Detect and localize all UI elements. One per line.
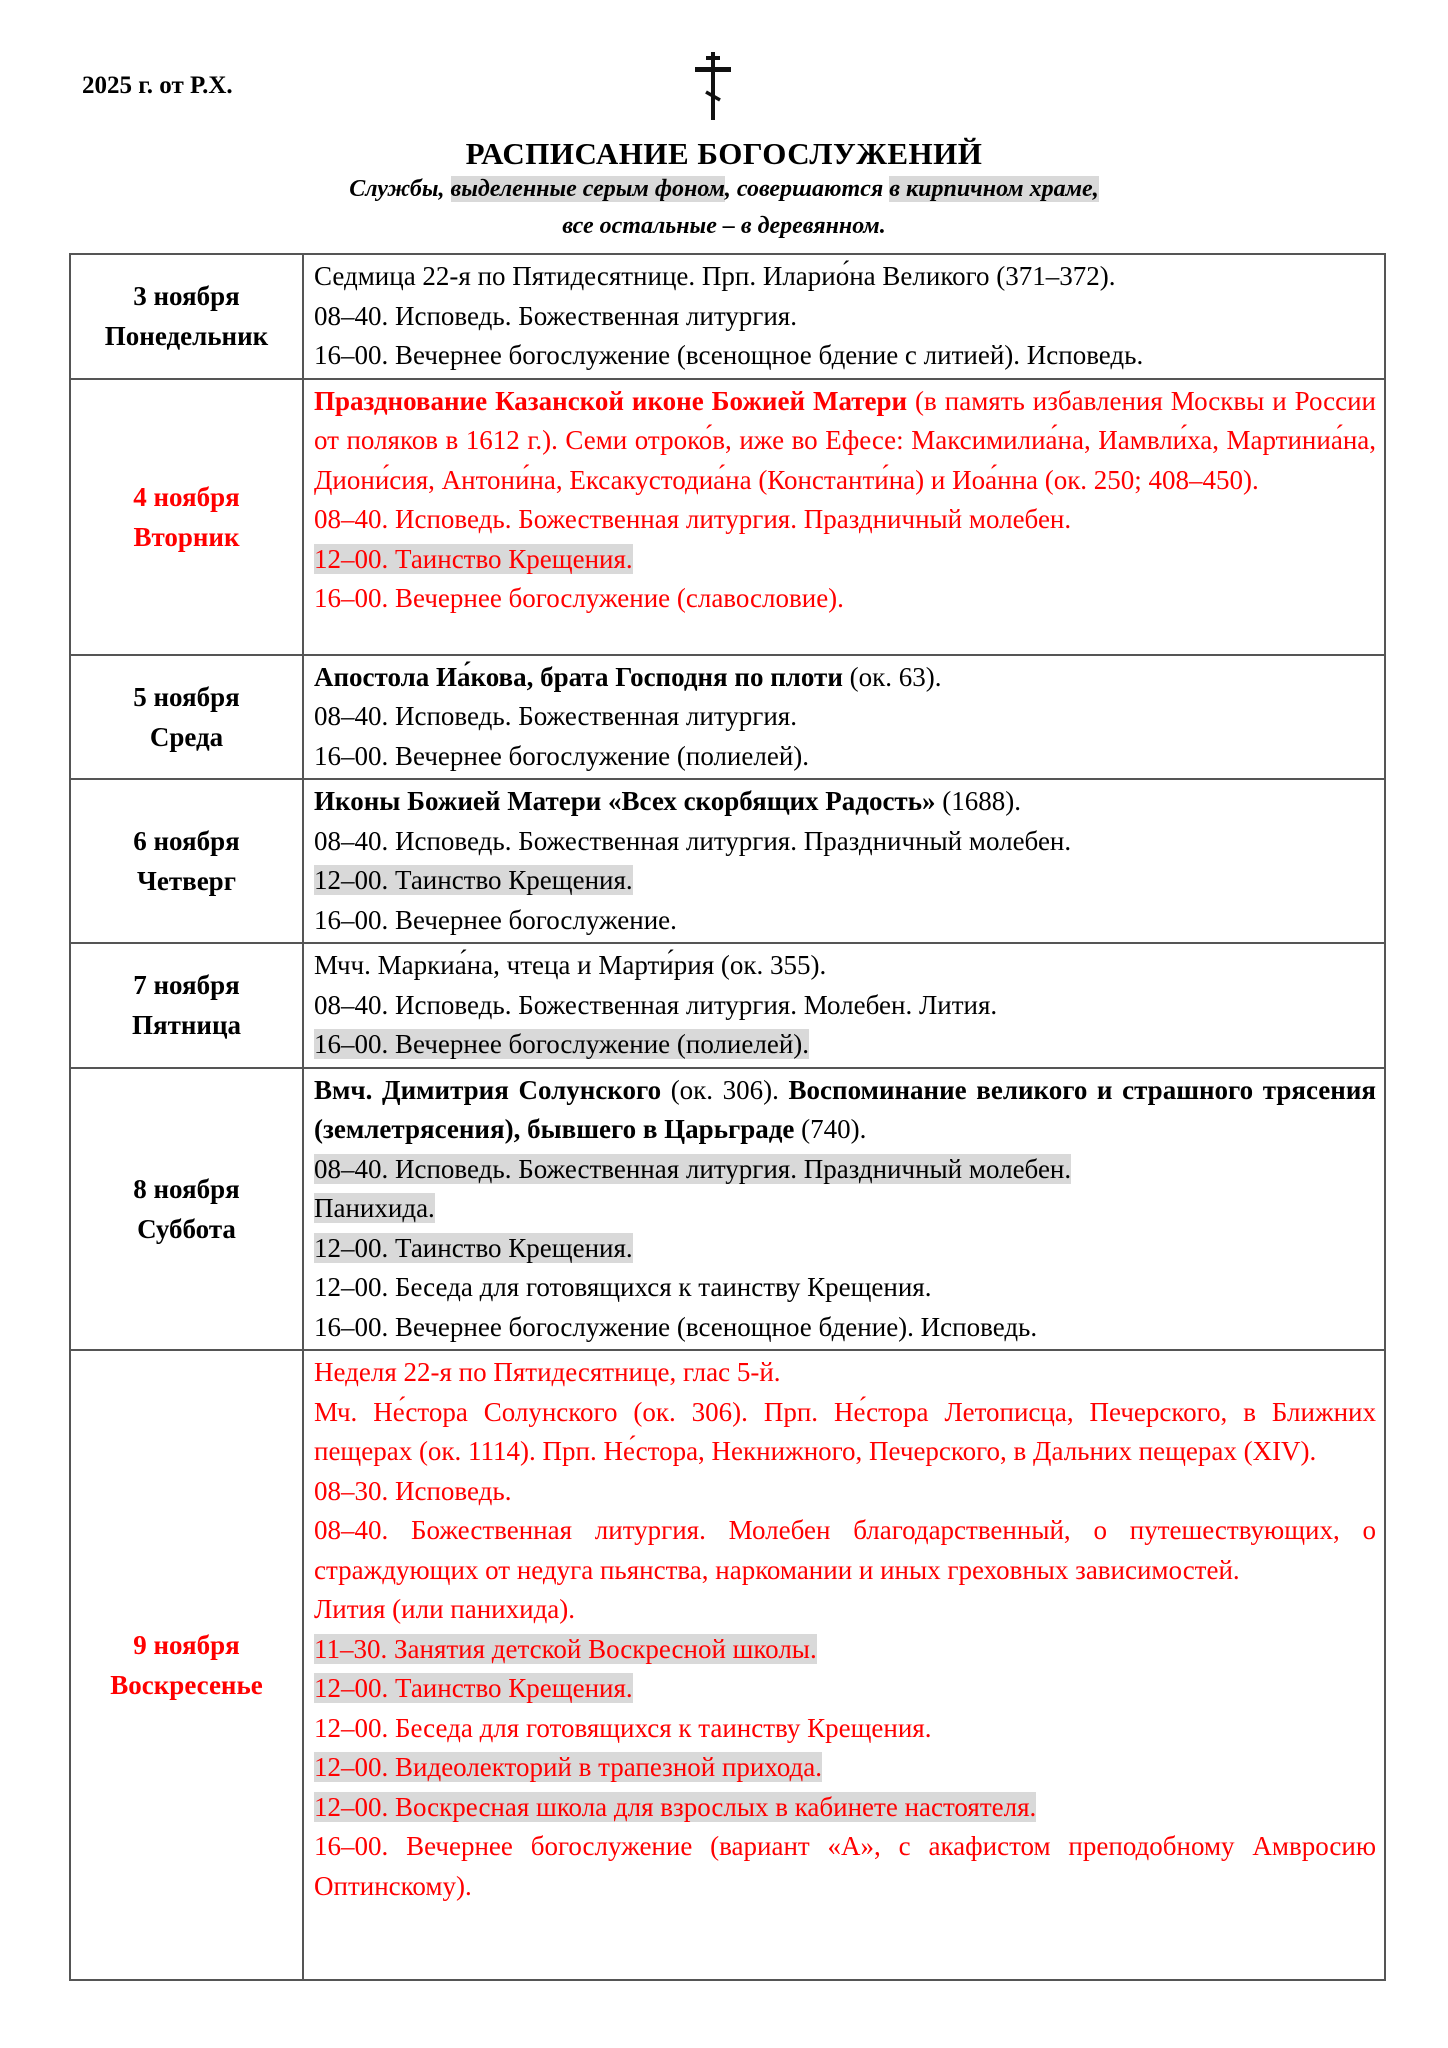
table-row: [70, 1350, 1385, 1980]
services-cell: [303, 1350, 1385, 1980]
service-text-highlighted: Панихида.: [314, 1193, 435, 1223]
service-text-highlighted: 11–30. Занятия детской Воскресной школы.: [314, 1633, 817, 1664]
table-row: [70, 655, 1385, 780]
feast-details: (1688).: [935, 786, 1021, 816]
day-cell: [70, 254, 303, 379]
day-cell: [70, 379, 303, 655]
year-label: 2025 г. от Р.Х.: [82, 72, 233, 99]
feast-title: Вмч. Димитрия Солунского: [314, 1074, 662, 1105]
services-cell: [303, 943, 1385, 1068]
table-row: [70, 1068, 1385, 1351]
services-cell: [303, 779, 1385, 943]
day-weekday: Понедельник: [104, 321, 269, 352]
day-weekday: Вторник: [133, 521, 240, 552]
schedule-table: [69, 253, 1386, 1981]
service-line: 08–30. Исповедь.: [314, 1475, 512, 1506]
feast-line: [314, 658, 1376, 698]
feast-details: (740).: [794, 1114, 867, 1144]
service-text-highlighted: 12–00. Таинство Крещения.: [314, 1232, 633, 1263]
service-line: 16–00. Вечернее богослужение (славословие).: [314, 583, 844, 613]
day-weekday: Четверг: [137, 866, 236, 896]
feast-details: (ок. 63).: [842, 661, 942, 692]
services-cell: [303, 379, 1385, 655]
day-cell: [70, 779, 303, 943]
service-line: [314, 861, 1376, 901]
subtitle-line-1: [0, 176, 1448, 203]
day-date: 5 ноября: [133, 681, 240, 712]
table-row: [70, 779, 1385, 943]
service-line: [314, 540, 1376, 580]
service-text-highlighted: 12–00. Таинство Крещения.: [314, 865, 633, 895]
table-row: [70, 379, 1385, 655]
service-text-highlighted: 12–00. Таинство Крещения.: [314, 1673, 633, 1703]
feast-line: [314, 782, 1376, 822]
service-text-highlighted: 08–40. Исповедь. Божественная литургия. Праздничный молебен.: [314, 1153, 1072, 1184]
day-weekday: Среда: [149, 721, 224, 752]
day-date: 8 ноября: [133, 1173, 240, 1204]
day-cell: [70, 1068, 303, 1351]
service-line: [314, 1748, 1376, 1788]
day-cell: [70, 655, 303, 780]
feast-details: (ок. 306).: [661, 1074, 789, 1105]
service-text-highlighted: 16–00. Вечернее богослужение (полиелей).: [314, 1029, 810, 1059]
feast-title: Празднование Казанской иконе Божией Матери: [314, 385, 908, 416]
subtitle-highlight-brick: в кирпичном храме,: [889, 176, 1099, 202]
subtitle-highlight-gray: выделенные серым фоном: [450, 176, 725, 202]
service-line: 08–40. Исповедь. Божественная литургия. Праздничный молебен.: [314, 504, 1072, 534]
feast-line: Неделя 22-я по Пятидесятнице, глас 5-й.: [314, 1357, 781, 1387]
page-title: РАСПИСАНИЕ БОГОСЛУЖЕНИЙ: [465, 136, 983, 171]
feast-line: [314, 1071, 1376, 1150]
service-text-highlighted: 12–00. Видеолекторий в трапезной прихода.: [314, 1752, 823, 1782]
subtitle-line-2: все остальные – в деревянном.: [562, 213, 886, 239]
service-line: [314, 1630, 1376, 1670]
day-date: 4 ноября: [133, 481, 240, 512]
day-weekday: Пятница: [131, 1010, 242, 1041]
feast-line: Мч. Не́стора Солунского (ок. 306). Прп. Не́стора Летописца, Печерского, в Ближних пещерах (ок. 1114). Прп. Не́стора, Некнижного, Печерского, в Дальних пещерах (XIV).: [314, 1396, 1376, 1466]
service-line: [314, 1788, 1376, 1828]
day-date: 6 ноября: [133, 826, 240, 856]
service-text-highlighted: 12–00. Воскресная школа для взрослых в кабинете настоятеля.: [314, 1791, 1037, 1822]
service-line: Лития (или панихида).: [314, 1594, 576, 1624]
services-cell: [303, 655, 1385, 780]
service-line: [314, 1189, 1376, 1229]
feast-line: [314, 382, 1376, 501]
services-cell: [303, 1068, 1385, 1351]
subtitle-text: , совершаются: [724, 176, 890, 202]
service-line: [314, 1669, 1376, 1709]
service-line: 16–00. Вечернее богослужение (всенощное бдение с литией). Исповедь.: [314, 340, 1144, 370]
table-row: [70, 254, 1385, 379]
day-date: 9 ноября: [133, 1630, 240, 1660]
service-line: 12–00. Беседа для готовящихся к таинству Крещения.: [314, 1712, 932, 1743]
service-line: 08–40. Божественная литургия. Молебен благодарственный, о путешествующих, о страждующих от недуга пьянства, наркомании и иных греховных зависимостей.: [314, 1515, 1376, 1585]
service-line: [314, 1150, 1376, 1190]
services-cell: [303, 254, 1385, 379]
feast-line: Седмица 22-я по Пятидесятнице. Прп. Иларио́на Великого (371–372).: [314, 261, 1116, 291]
day-weekday: Воскресенье: [110, 1670, 263, 1700]
service-line: 08–40. Исповедь. Божественная литургия. Праздничный молебен.: [314, 825, 1072, 856]
feast-details: (в память избавления Москвы и России от поляков в 1612 г.). Семи отроко́в, иже во Ефесе: Максимилиа́на, Иамвли́ха, Мартиниа́на, Диони́сия, Антони́на, Ексакустодиа́на (Константи́на) и Иоа́нна (ок. 250; 408–450).: [314, 385, 1377, 495]
day-weekday: Суббота: [137, 1213, 236, 1244]
service-line: 16–00. Вечернее богослужение.: [314, 904, 677, 935]
feast-title: Воспоминание великого и страшного трясения (землетрясения), бывшего в Царьграде: [314, 1074, 1376, 1144]
service-text-highlighted: 12–00. Таинство Крещения.: [314, 543, 633, 574]
service-line: [314, 1025, 1376, 1065]
service-line: 16–00. Вечернее богослужение (полиелей).: [314, 740, 810, 771]
service-line: [314, 1229, 1376, 1269]
service-line: 16–00. Вечернее богослужение (вариант «А», с акафистом преподобному Амвросию Оптинскому).: [314, 1831, 1376, 1901]
service-line: 12–00. Беседа для готовящихся к таинству Крещения.: [314, 1272, 932, 1302]
orthodox-cross-icon: [693, 52, 733, 120]
day-cell: [70, 1350, 303, 1980]
feast-title: Иконы Божией Матери «Всех скорбящих Радость»: [314, 786, 936, 816]
service-line: 16–00. Вечернее богослужение (всенощное бдение). Исповедь.: [314, 1311, 1038, 1342]
feast-title: Апостола Иа́кова, брата Господня по плоти: [314, 661, 843, 692]
service-line: 08–40. Исповедь. Божественная литургия.: [314, 701, 797, 731]
day-date: 7 ноября: [133, 970, 240, 1001]
service-line: 08–40. Исповедь. Божественная литургия.: [314, 300, 797, 331]
table-row: [70, 943, 1385, 1068]
subtitle-text: Службы,: [349, 176, 451, 202]
day-cell: [70, 943, 303, 1068]
feast-line: Мчч. Маркиа́на, чтеца и Марти́рия (ок. 355).: [314, 950, 827, 980]
service-line: 08–40. Исповедь. Божественная литургия. Молебен. Лития.: [314, 989, 998, 1020]
day-date: 3 ноября: [133, 281, 240, 312]
